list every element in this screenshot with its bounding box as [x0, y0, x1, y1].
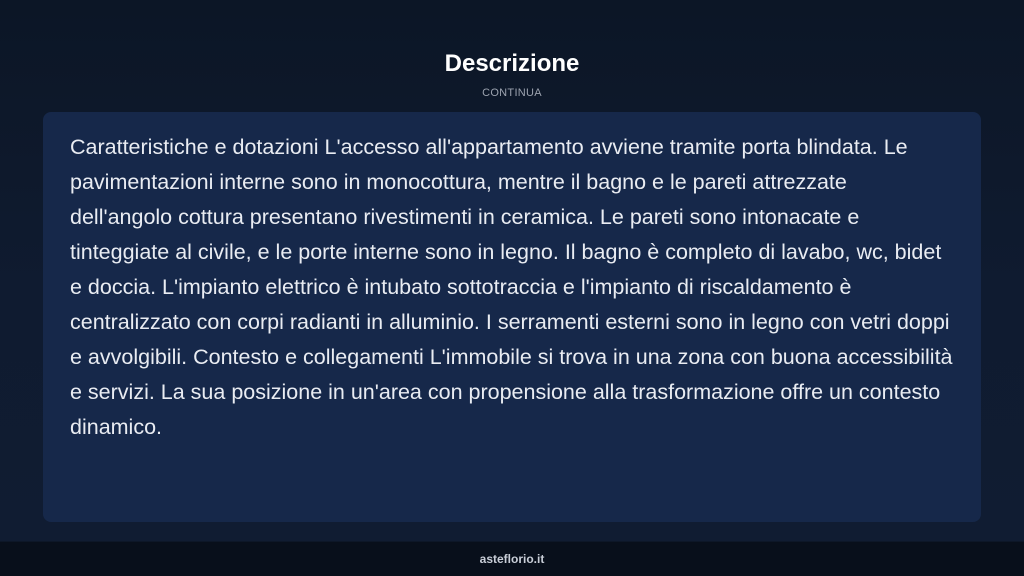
site-name: asteflorio.it [479, 552, 545, 566]
description-text: Caratteristiche e dotazioni L'accesso all'appartamento avviene tramite porta blindata. Le pavimentazioni interne sono in monocottura, mentre il bagno e le pareti attrezzate dell'angolo cottura presentano rivestimenti in ceramica. Le pareti sono intonacate e tinteggiate al civile, e le porte interne sono in legno. Il bagno è completo di lavabo, wc, bidet e doccia. L'impianto elettrico è intubato sottotraccia e l'impianto di riscaldamento è centralizzato con corpi radianti in alluminio. I serramenti esterni sono in legno con vetri doppi e avvolgibili. Contesto e collegamenti L'immobile si trova in una zona con buona accessibilità e servizi. La sua posizione in un'area con propensione alla trasformazione offre un contesto dinamico. [70, 135, 953, 439]
continua-label: CONTINUA [482, 87, 542, 99]
footer [0, 541, 1024, 576]
header [0, 48, 1024, 100]
description-card [43, 112, 981, 522]
page-title: Descrizione [444, 50, 580, 77]
